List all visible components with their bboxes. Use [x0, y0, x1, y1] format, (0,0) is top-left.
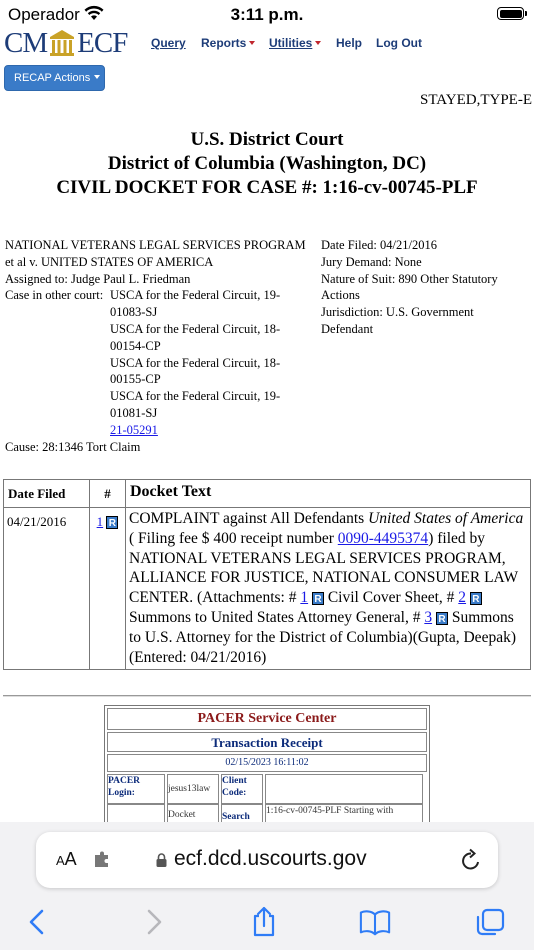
other-court-item: USCA for the Federal Circuit, 18-00155-CP [110, 355, 281, 387]
receipt-title: PACER Service Center [107, 708, 427, 730]
login-label: PACER Login: [107, 774, 165, 804]
court-name: U.S. District Court [190, 129, 344, 150]
other-court-block [5, 287, 310, 438]
attachment-link-2[interactable]: 2 [458, 589, 467, 607]
col-number: # [90, 480, 126, 508]
chevron-down-icon [94, 75, 100, 79]
receipt-table [105, 774, 425, 825]
clock: 3:11 p.m. [230, 5, 304, 24]
aa-small: A [56, 853, 65, 868]
col-date-filed: Date Filed [4, 480, 90, 508]
entry-number-cell [90, 508, 126, 670]
nav-utilities[interactable] [269, 36, 321, 50]
date-filed: Date Filed: 04/21/2016 [321, 238, 437, 252]
other-court-list [110, 287, 310, 438]
login-value: jesus13law [167, 774, 219, 804]
reload-icon[interactable] [460, 848, 482, 872]
entry-text-part: ) filed by NATIONAL VETERANS LEGAL SERVICES PROGRAM, ALLIANCE FOR JUSTICE, NATIONAL CONSUMER LAW CENTER. (Attachments: # [129, 529, 518, 607]
nav-reports-label: Reports [201, 36, 247, 50]
back-icon[interactable] [22, 906, 54, 938]
jurisdiction: Jurisdiction: U.S. Government Defendant [321, 305, 474, 336]
entry-defendant: United States of America [368, 510, 524, 527]
client-value [265, 774, 423, 804]
recap-r-icon[interactable]: R [312, 592, 324, 605]
battery-icon [497, 7, 524, 20]
district-name: District of Columbia (Washington, DC) [107, 153, 427, 174]
nav-utilities-label: Utilities [269, 36, 313, 50]
entry-text [126, 508, 531, 670]
forward-icon[interactable] [137, 906, 169, 938]
nav-reports[interactable] [201, 36, 255, 50]
case-info-left [5, 237, 310, 455]
attachment-link-3[interactable]: 3 [424, 608, 433, 626]
recap-actions-label: RECAP Actions [14, 72, 91, 84]
url-text[interactable]: ecf.dcd.uscourts.gov [174, 847, 367, 870]
case-flags: STAYED,TYPE-E [420, 92, 532, 108]
entry-date: 04/21/2016 [4, 508, 90, 670]
entry-text-part: COMPLAINT against All Defendants [129, 510, 369, 527]
other-court-label: Case in other court: [5, 288, 104, 303]
chevron-down-icon [315, 41, 321, 45]
attachment-link-1[interactable]: 1 [300, 589, 309, 607]
receipt-subtitle: Transaction Receipt [107, 732, 427, 752]
entry-text-part: Summons to U.S. Attorney for the District of Columbia)(Gupta, Deepak) (Entered: 04/21/2016) [129, 608, 516, 666]
bookmarks-icon[interactable] [359, 906, 391, 938]
carrier-label: Operador [8, 5, 80, 24]
cause: Cause: 28:1346 Tort Claim [5, 439, 141, 454]
search-label: Search [221, 804, 263, 825]
nav-logout[interactable]: Log Out [376, 36, 422, 50]
table-row [4, 508, 531, 670]
col-docket-text: Docket Text [126, 480, 531, 508]
entry-text-part: ( Filing fee $ 400 receipt number [129, 529, 338, 547]
case-parties: NATIONAL VETERANS LEGAL SERVICES PROGRAM et al v. UNITED STATES OF AMERICA [5, 238, 306, 269]
browser-toolbar [0, 822, 534, 950]
reader-text-size-button[interactable] [56, 849, 77, 870]
page-title [0, 128, 534, 200]
logo-text-right: ECF [77, 27, 128, 59]
chevron-down-icon [249, 41, 255, 45]
recap-r-icon[interactable]: R [470, 592, 482, 605]
nav-help[interactable]: Help [336, 36, 363, 50]
cmecf-logo[interactable] [4, 27, 140, 59]
logo-text-left: CM [4, 27, 48, 59]
case-number-title: CIVIL DOCKET FOR CASE #: 1:16-cv-00745-PLF [56, 177, 478, 198]
pacer-receipt [104, 705, 430, 825]
receipt-datetime: 02/15/2023 16:11:02 [107, 754, 427, 772]
other-court-item: USCA for the Federal Circuit, 19-01081-SJ [110, 389, 281, 420]
entry-number-link[interactable]: 1 [96, 514, 104, 529]
lock-icon [156, 853, 167, 867]
receipt-number-link[interactable]: 0090-4495374 [337, 529, 429, 547]
docket-table [3, 479, 531, 670]
extensions-icon[interactable] [93, 851, 111, 869]
status-bar [0, 0, 534, 28]
nature-of-suit: Nature of Suit: 890 Other Statutory Actions [321, 271, 498, 303]
assigned-judge: Assigned to: Judge Paul L. Friedman [5, 271, 191, 286]
other-court-link[interactable]: 21-05291 [110, 422, 158, 437]
entry-text-part: Summons to United States Attorney General, # [129, 608, 425, 626]
divider [3, 695, 531, 697]
jury-demand: Jury Demand: None [321, 254, 422, 269]
case-info-right [321, 237, 526, 338]
table-row [107, 774, 423, 804]
nav-query[interactable]: Query [151, 36, 186, 50]
recap-r-icon[interactable]: R [106, 516, 118, 529]
client-label: Client Code: [221, 774, 263, 804]
other-court-item: USCA for the Federal Circuit, 19-01083-SJ [110, 288, 281, 320]
courthouse-icon [49, 29, 75, 57]
docket-label-text: Docket [168, 810, 196, 820]
share-icon[interactable] [248, 906, 280, 938]
entry-text-part: Civil Cover Sheet, # [323, 589, 459, 607]
recap-actions-button[interactable] [4, 65, 105, 91]
table-header-row [4, 480, 531, 508]
address-bar[interactable] [36, 832, 498, 888]
other-court-item: USCA for the Federal Circuit, 18-00154-CP [110, 321, 281, 353]
search-value: 1:16-cv-00745-PLF Starting with [265, 804, 423, 825]
tabs-icon[interactable] [474, 906, 506, 938]
recap-r-icon[interactable]: R [436, 612, 448, 625]
aa-big: A [64, 849, 77, 869]
